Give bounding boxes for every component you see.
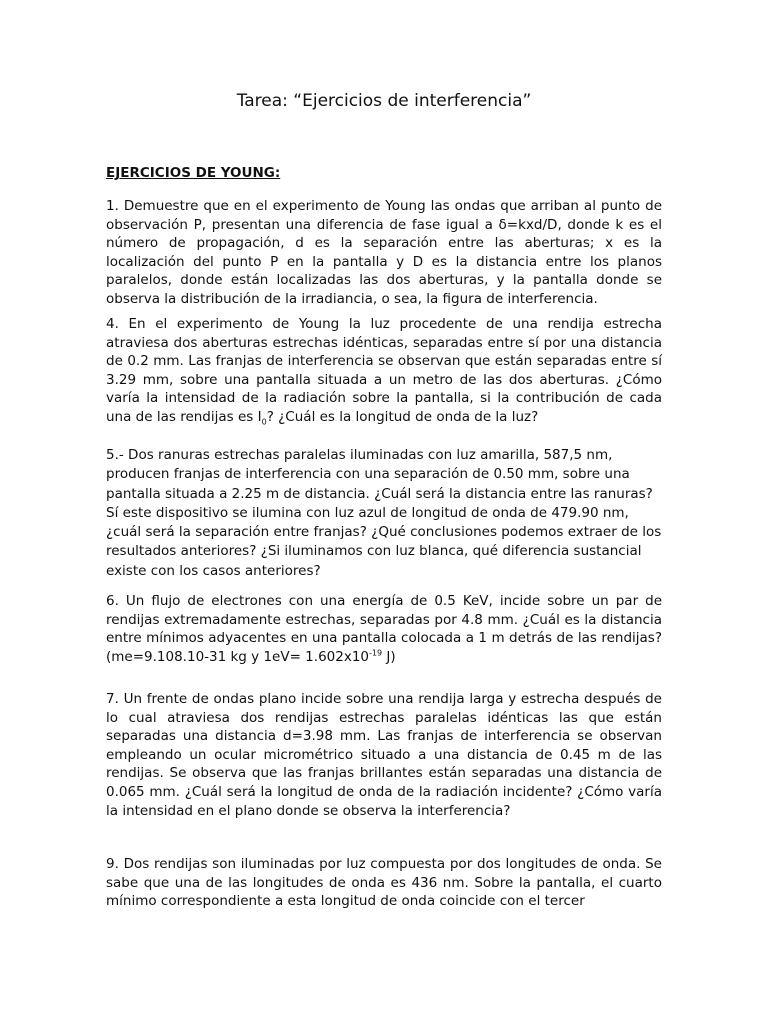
exercise-4-text-end: ? ¿Cuál es la longitud de onda de la luz? xyxy=(266,408,539,425)
document-title: Tarea: “Ejercicios de interferencia” xyxy=(236,91,532,111)
exercise-1: 1. Demuestre que en el experimento de Young las ondas que arriban al punto de observación P, presentan una diferencia de fase igual a δ=kxd/D, donde k es el número de propagación, d es la separación entre las aberturas; x es la localización del punto P en la pantalla y D es la distancia entre los planos paralelos, donde están localizadas las dos aberturas, y la pantalla donde se observa la distribución de la irradiancia, o sea, la figura de interferencia. xyxy=(106,198,662,307)
exercise-7: 7. Un frente de ondas plano incide sobre una rendija larga y estrecha después de lo cual atraviesa dos rendijas estrechas paralelas idénticas las que están separadas una distancia d=3.98 mm. Las franjas de interferencia se observan empleando un ocular micrométrico situado a una distancia de 0.45 m de las rendijas. Se observa que las franjas brillantes están separadas una distancia de 0.065 mm. ¿Cuál será la longitud de onda de la radiación incidente? ¿Cómo varía la intensidad en el plano donde se observa la interferencia? xyxy=(106,691,662,819)
exercise-6-text: 6. Un flujo de electrones con una energía de 0.5 KeV, incide sobre un par de rendijas extremadamente estrechas, separadas por 4.8 mm. ¿Cuál es la distancia entre mínimos adyacentes en una pantalla colocada a 1 m detrás de las rendijas? (me=9.108.10-31 kg y 1eV= 1.602x10 xyxy=(106,593,662,665)
exercise-6 xyxy=(106,592,662,666)
exercise-6-superscript: -19 xyxy=(369,648,383,658)
exercise-4-text: 4. En el experimento de Young la luz procedente de una rendija estrecha atraviesa dos aberturas estrechas idénticas, separadas entre sí por una distancia de 0.2 mm. Las franjas de interferencia se observan que están separadas entre sí 3.29 mm, sobre una pantalla situada a un metro de las dos aberturas. ¿Cómo varía la intensidad de la radiación sobre la pantalla, si la contribución de cada una de las rendijas es I xyxy=(106,316,662,425)
exercise-5: 5.- Dos ranuras estrechas paralelas iluminadas con luz amarilla, 587,5 nm, producen franjas de interferencia con una separación de 0.50 mm, sobre una pantalla situada a 2.25 m de distancia. ¿Cuál será la distancia entre las ranuras? Sí este dispositivo se ilumina con luz azul de longitud de onda de 479.90 nm, ¿cuál será la separación entre franjas? ¿Qué conclusiones podemos extraer de los resultados anteriores? ¿Si iluminamos con luz blanca, qué diferencia sustancial existe con los casos anteriores? xyxy=(106,447,662,579)
exercise-4-subscript: 0 xyxy=(261,417,267,427)
exercise-4 xyxy=(106,315,662,427)
section-heading-young: EJERCICIOS DE YOUNG: xyxy=(106,165,281,181)
exercise-6-text-end: J) xyxy=(382,648,396,665)
exercise-9: 9. Dos rendijas son iluminadas por luz compuesta por dos longitudes de onda. Se sabe que una de las longitudes de onda es 436 nm. Sobre la pantalla, el cuarto mínimo correspondiente a esta longitud de onda coincide con el tercer xyxy=(106,856,662,910)
